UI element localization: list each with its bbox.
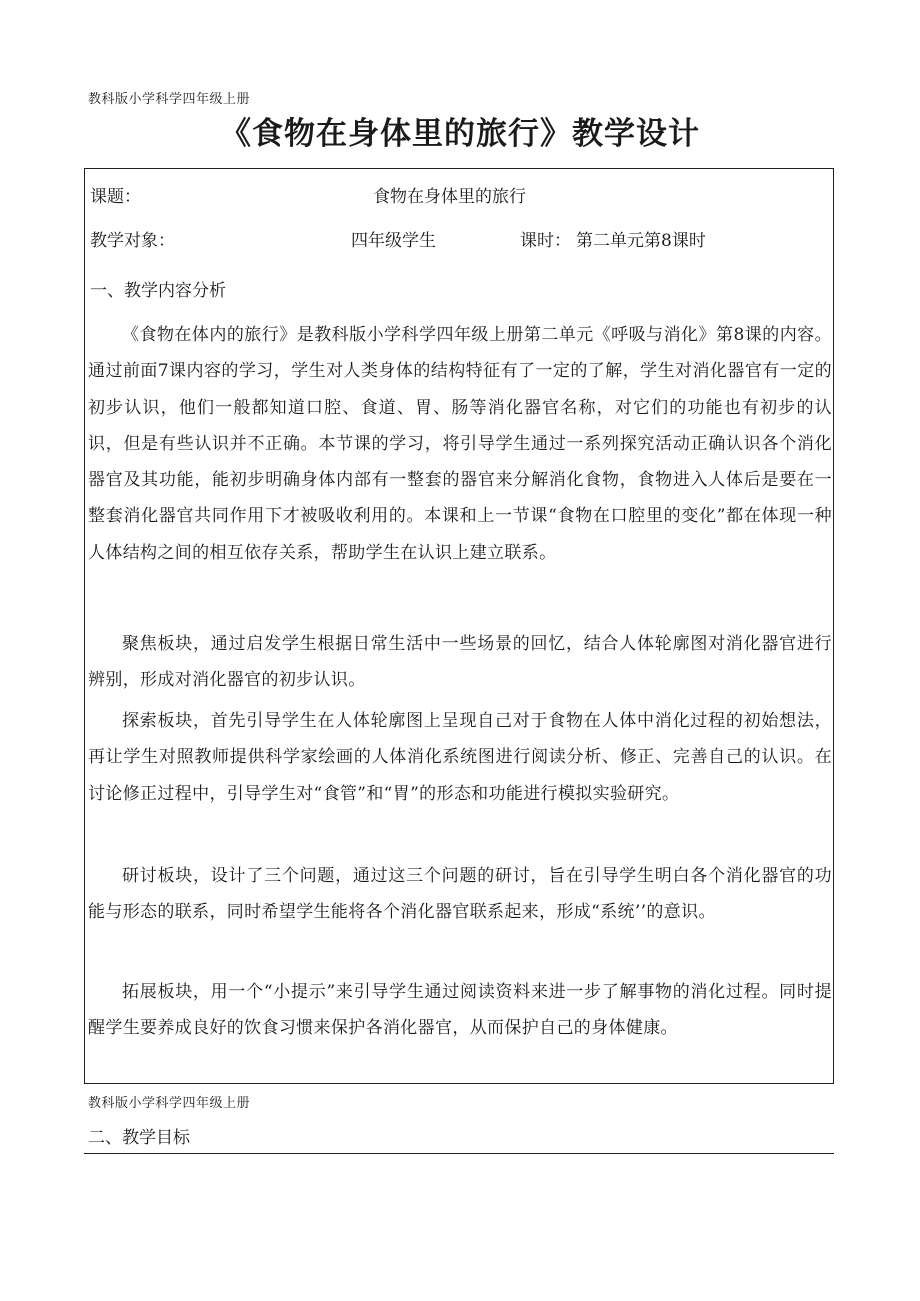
divider <box>84 1153 834 1154</box>
footer-note: 教科版小学科学四年级上册 <box>88 1096 251 1111</box>
topic-value: 食物在身体里的旅行 <box>373 187 526 207</box>
section-heading: 一、教学内容分析 <box>90 281 226 301</box>
audience-value: 四年级学生 <box>351 231 436 251</box>
topic-label: 课题： <box>90 187 141 207</box>
lesson-box <box>84 168 834 1084</box>
paragraph: 《食物在体内的旅行》是教科版小学科学四年级上册第二单元《呼吸与消化》第8课的内容。通过前面7课内容的学习，学生对人类身体的结构特征有了一定的了解，学生对消化器官有一定的初步认识，他们一般都知道口腔、食道、胃、肠等消化器官名称，对它们的功能也有初步的认识，但是有些认识并不正确。本节课的学习，将引导学生通过一系列探究活动正确认识各个消化器官及其功能，能初步明确身体内部有一整套的器官来分解消化食物，食物进入人体后是要在一整套消化器官共同作用下才被吸收利用的。本课和上一节课“食物在口腔里的变化”都在体现一种人体结构之间的相互依存关系，帮助学生在认识上建立联系。 <box>88 325 832 563</box>
paragraph: 研讨板块，设计了三个问题，通过这三个问题的研讨，旨在引导学生明白各个消化器官的功能与形态的联系，同时希望学生能将各个消化器官联系起来，形成“系统’’的意识。 <box>88 866 832 923</box>
section-heading: 二、教学目标 <box>88 1128 190 1148</box>
period-value: 第二单元第8课时 <box>576 231 706 251</box>
paragraph: 聚焦板块，通过启发学生根据日常生活中一些场景的回忆，结合人体轮廓图对消化器官进行辨别，形成对消化器官的初步认识。 <box>88 634 832 691</box>
paragraph: 拓展板块，用一个“小提示”来引导学生通过阅读资料来进一步了解事物的消化过程。同时提醒学生要养成良好的饮食习惯来保护各消化器官，从而保护自己的身体健康。 <box>88 982 832 1039</box>
period-label: 课时： <box>520 231 571 251</box>
paragraph: 探索板块，首先引导学生在人体轮廓图上呈现自己对于食物在人体中消化过程的初始想法，再让学生对照教师提供科学家绘画的人体消化系统图进行阅读分析、修正、完善自己的认识。在讨论修正过程中，引导学生对“食管”和“胃”的形态和功能进行模拟实验研究。 <box>88 711 832 804</box>
page-title: 《食物在身体里的旅行》教学设计 <box>220 116 700 152</box>
header-note: 教科版小学科学四年级上册 <box>88 92 251 107</box>
audience-label: 教学对象： <box>90 231 175 251</box>
